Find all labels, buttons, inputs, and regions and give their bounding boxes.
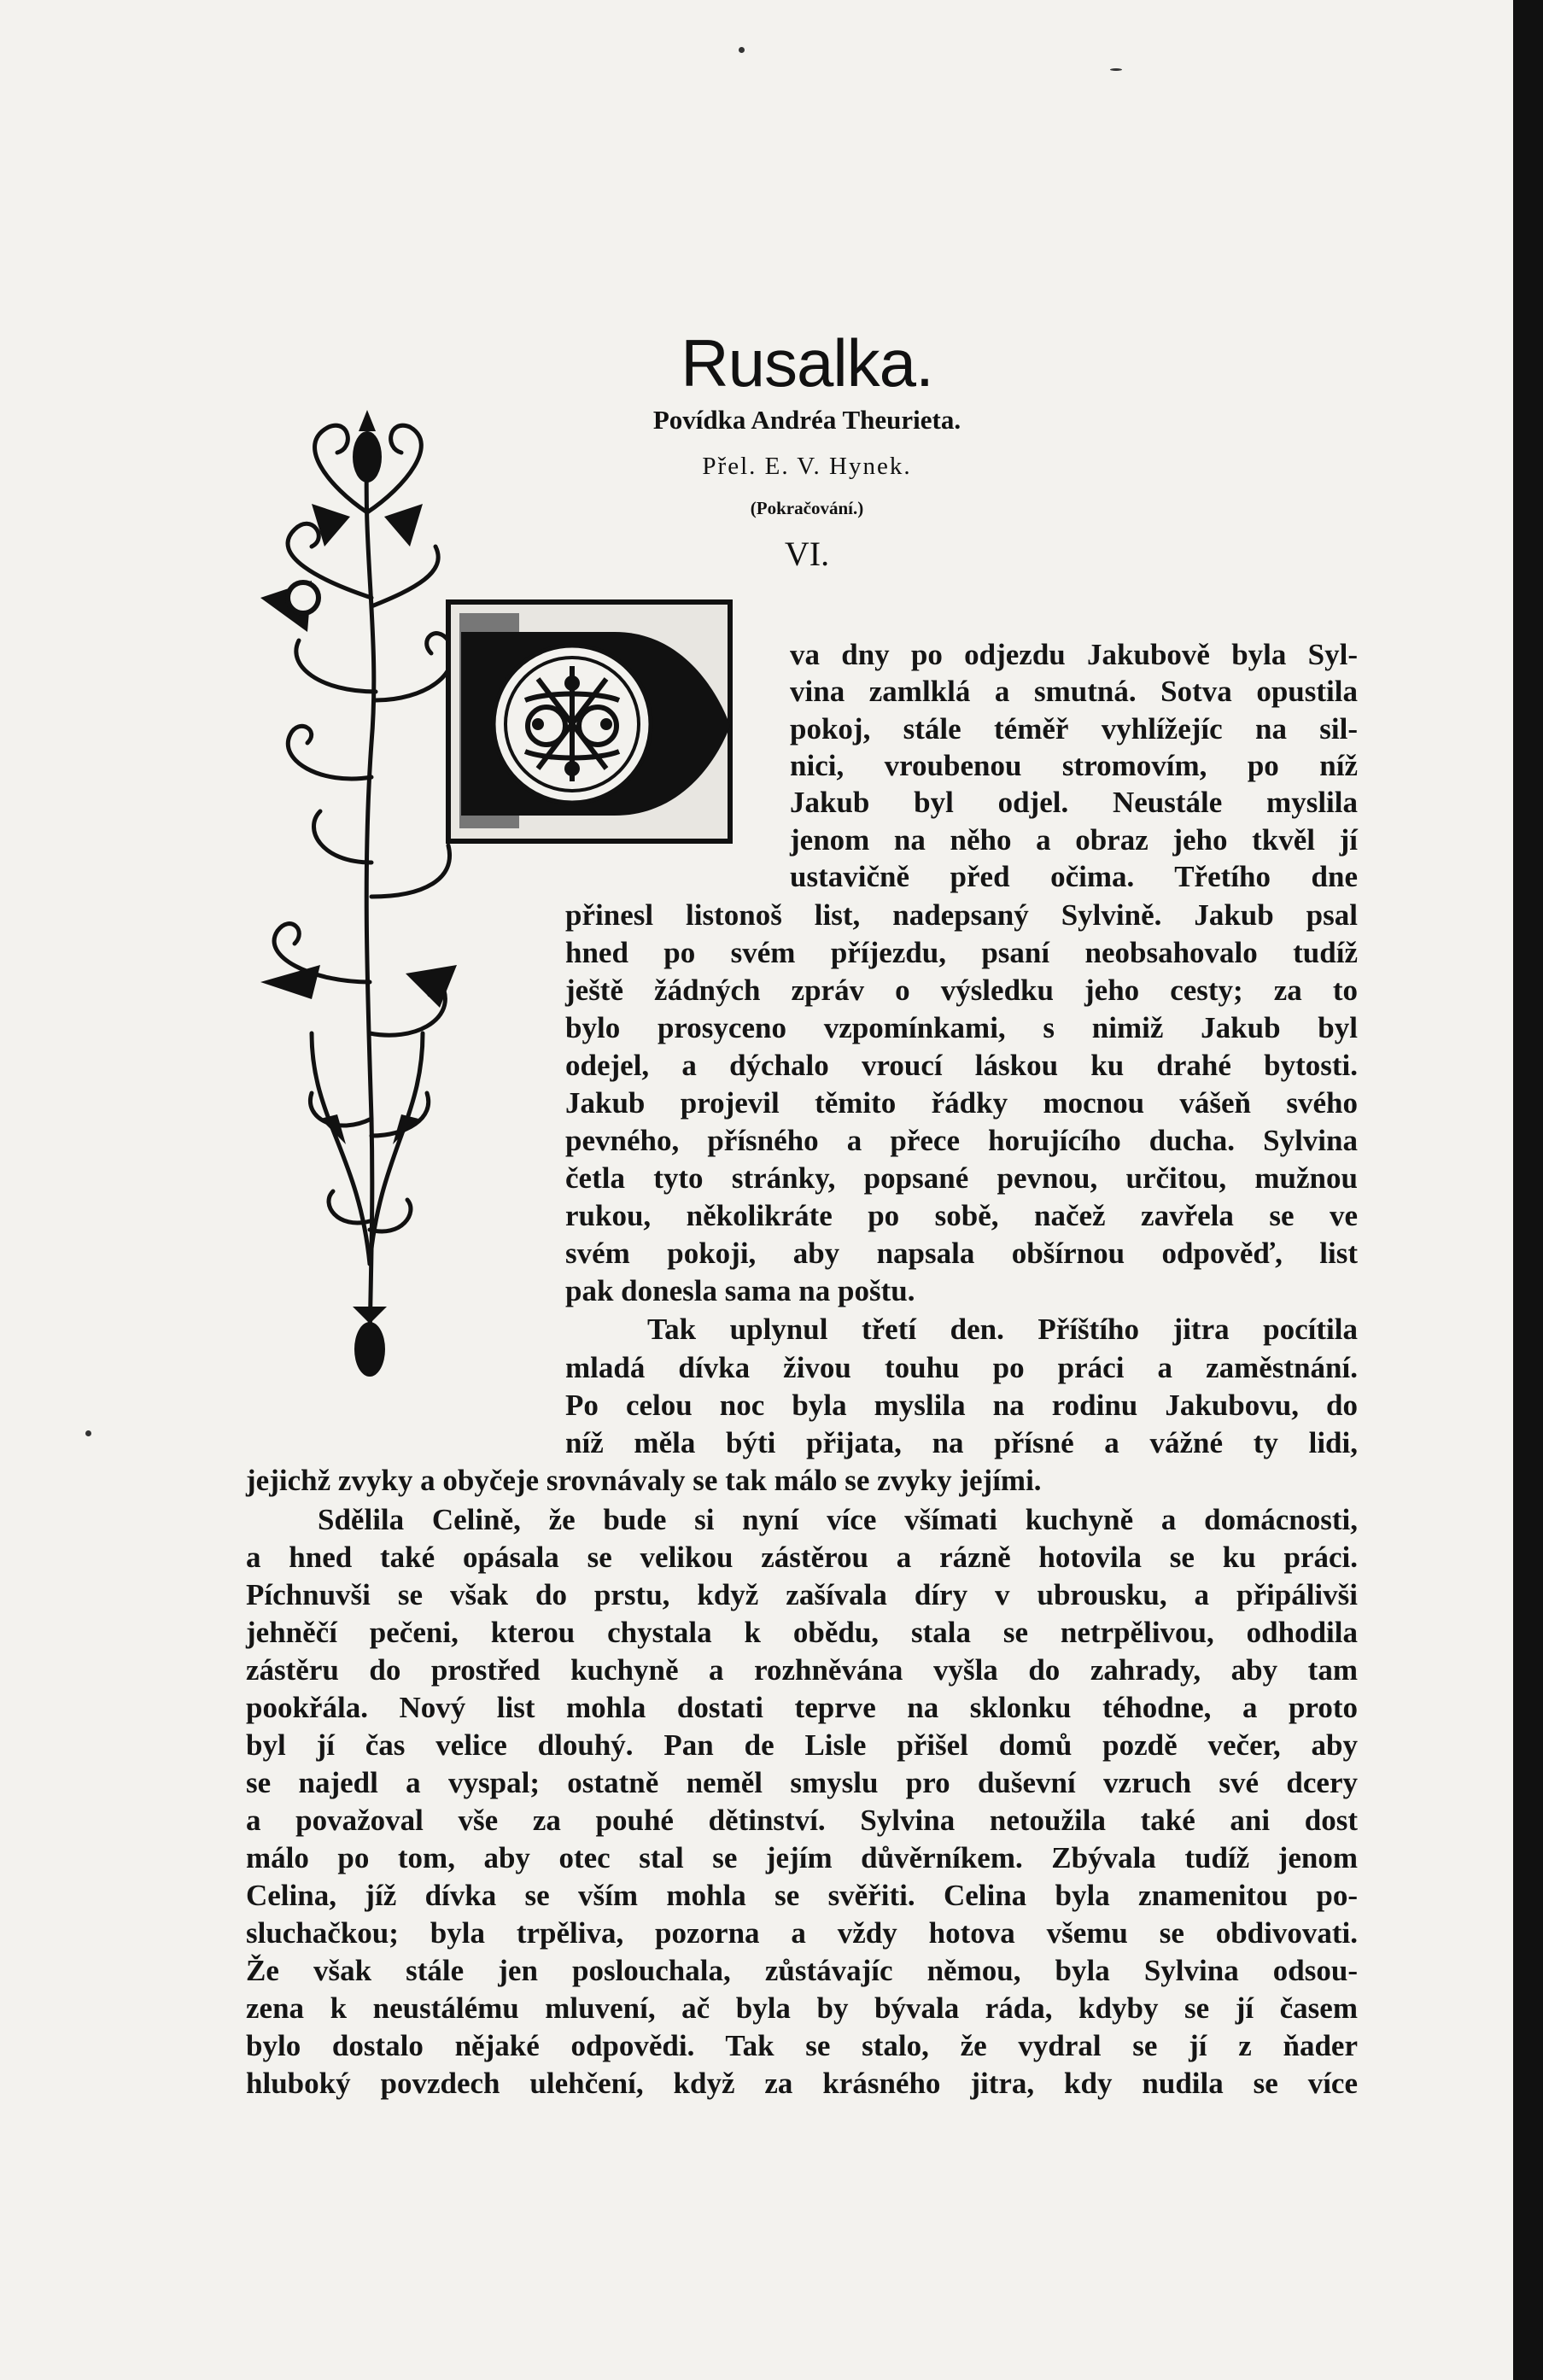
- text-line: Sdělila Celině, že bude si nyní více všímati kuchyně a domácnosti,: [318, 1503, 1358, 1536]
- text-line: odejel, a dýchalo vroucí láskou ku drahé bytosti.: [565, 1049, 1358, 1082]
- text-line: přinesl listonoš list, nadepsaný Sylvině. Jakub psal: [565, 898, 1358, 932]
- text-line: Po celou noc byla myslila na rodinu Jakubovu, do: [565, 1389, 1358, 1422]
- text-line: jenom na něho a obraz jeho tkvěl jí: [790, 823, 1358, 857]
- text-line: ustavičně před očima. Třetího dne: [790, 860, 1358, 893]
- translator-line: Přel. E. V. Hynek.: [702, 453, 912, 480]
- text-line: se najedl a vyspal; ostatně neměl smyslu pro duševní vzruch své dcery: [246, 1766, 1358, 1799]
- text-line: jejichž zvyky a obyčeje srovnávaly se tak málo se zvyky jejími.: [246, 1464, 1042, 1497]
- floral-vine-ornament: [209, 384, 491, 1409]
- text-line: Tak uplynul třetí den. Příštího jitra pocítila: [647, 1313, 1358, 1346]
- text-line: pokoj, stále téměř vyhlížejíc na sil-: [790, 712, 1358, 746]
- text-line: jehněčí pečeni, kterou chystala k obědu, stala se netrpělivou, odhodila: [246, 1616, 1358, 1649]
- text-line: vina zamlklá a smutná. Sotva opustila: [790, 675, 1358, 708]
- text-line: níž měla býti přijata, na přísné a vážné ty lidi,: [565, 1426, 1358, 1459]
- story-title: Rusalka.: [681, 325, 933, 401]
- text-line: pookřála. Nový list mohla dostati teprve na sklonku téhodne, a proto: [246, 1691, 1358, 1724]
- text-line: va dny po odjezdu Jakubově byla Syl-: [790, 638, 1358, 671]
- text-line: a považoval vše za pouhé dětinství. Sylvina netoužila také ani dost: [246, 1804, 1358, 1837]
- text-line: a hned také opásala se velikou zástěrou a rázně hotovila se ku práci.: [246, 1541, 1358, 1574]
- chapter-number: VI.: [784, 535, 830, 573]
- text-line: pak donesla sama na poštu.: [565, 1274, 915, 1307]
- decorative-initial-d: [444, 598, 739, 845]
- text-line: hluboký povzdech ulehčení, když za krásného jitra, kdy nudila se více: [246, 2067, 1358, 2100]
- text-line: Celina, jíž dívka se vším mohla se svěřiti. Celina byla znamenitou po-: [246, 1879, 1358, 1912]
- text-line: četla tyto stránky, popsané pevnou, určitou, mužnou: [565, 1161, 1358, 1195]
- speck: [1110, 68, 1122, 71]
- story-subtitle: Povídka Andréa Theurieta.: [652, 405, 961, 435]
- text-line: hned po svém příjezdu, psaní neobsahovalo tudíž: [565, 936, 1358, 969]
- text-line: svém pokoji, aby napsala obšírnou odpověď, list: [565, 1237, 1358, 1270]
- text-line: rukou, několikráte po sobě, načež zavřela se ve: [565, 1199, 1358, 1232]
- text-line: zástěru do prostřed kuchyně a rozhněvána vyšla do zahrady, aby tam: [246, 1653, 1358, 1687]
- book-spine: [1513, 0, 1543, 2380]
- text-line: Jakub byl odjel. Neustále myslila: [790, 786, 1358, 819]
- text-line: Píchnuvši se však do prstu, když zašívala díry v ubrousku, a připálivši: [246, 1578, 1358, 1611]
- speck: [85, 1430, 91, 1436]
- text-line: bylo prosyceno vzpomínkami, s nimiž Jakub byl: [565, 1011, 1358, 1044]
- text-line: málo po tom, aby otec stal se jejím důvěrníkem. Zbývala tudíž jenom: [246, 1841, 1358, 1874]
- text-line: pevného, přísného a přece horujícího ducha. Sylvina: [565, 1124, 1358, 1157]
- text-line: bylo dostalo nějaké odpovědi. Tak se stalo, že vydral se jí z ňader: [246, 2029, 1358, 2062]
- text-line: sluchačkou; byla trpěliva, pozorna a vždy hotova všemu se obdivovati.: [246, 1916, 1358, 1950]
- text-line: Že však stále jen poslouchala, zůstávajíc němou, byla Sylvina odsou-: [246, 1954, 1358, 1987]
- continuation-note: (Pokračování.): [750, 498, 864, 518]
- text-line: mladá dívka živou touhu po práci a zaměstnání.: [565, 1351, 1358, 1384]
- speck: [739, 47, 745, 53]
- text-line: nici, vroubenou stromovím, po níž: [790, 749, 1358, 782]
- text-line: Jakub projevil těmito řádky mocnou vášeň svého: [565, 1086, 1358, 1120]
- text-line: byl jí čas velice dlouhý. Pan de Lisle přišel domů pozdě večer, aby: [246, 1728, 1358, 1762]
- text-line: ještě žádných zpráv o výsledku jeho cesty; za to: [565, 974, 1358, 1007]
- text-line: zena k neustálému mluvení, ač byla by bývala ráda, kdyby se jí časem: [246, 1991, 1358, 2025]
